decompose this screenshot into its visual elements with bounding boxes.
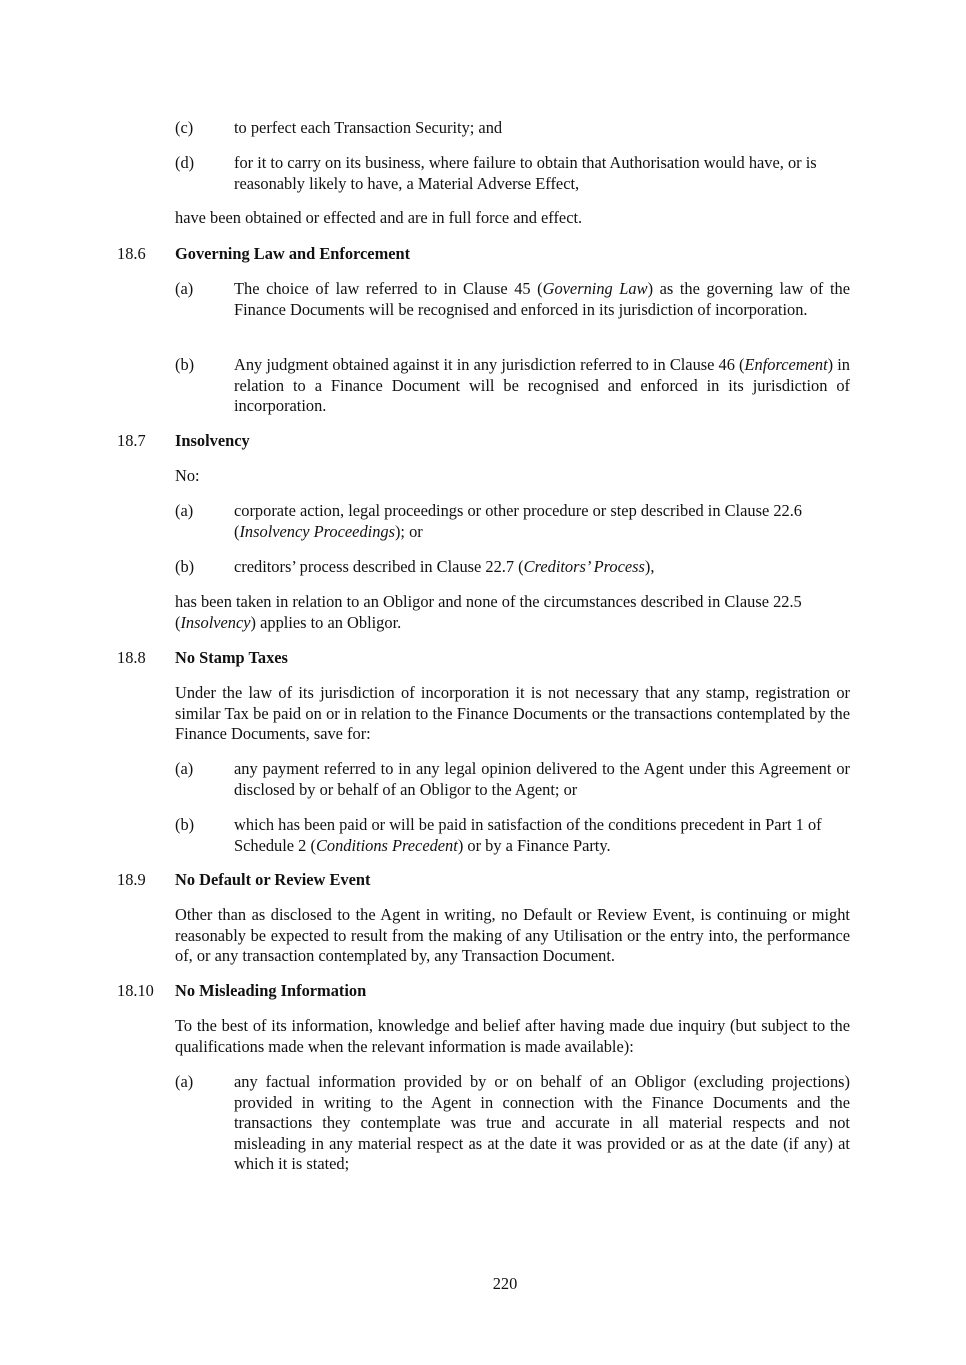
list-item <box>175 153 850 194</box>
text-run: creditors’ process described in Clause 22.7 ( <box>234 557 524 576</box>
text-run: ) applies to an Obligor. <box>250 612 402 632</box>
list-item <box>175 355 850 417</box>
section-number: 18.8 <box>117 648 146 667</box>
paragraph: Under the law of its jurisdiction of incorporation it is not necessary that any stamp, registration or similar Tax be paid on or in relation to the Finance Documents or the transactions contemplated by the Finance Documents, save for: <box>175 683 850 744</box>
item-text: for it to carry on its business, where failure to obtain that Authorisation would have, or is reasonably likely to have, a Material Adverse Effect, <box>234 153 817 193</box>
text-run: ) as the governing law of the Finance Documents will be recognised and enforced in its jurisdiction of incorporation. <box>234 279 850 319</box>
item-text <box>234 815 850 856</box>
item-label: (d) <box>175 153 195 172</box>
item-label: (a) <box>175 501 194 520</box>
text-run: Any judgment obtained against it in any jurisdiction referred to in Clause 46 ( <box>234 355 745 374</box>
item-text: any factual information provided by or on behalf of an Obligor (excluding projections) provided in writing to the Agent in connection with the Finance Documents and the transactions they contemplate was true and accurate in all material respects and not misleading in any material respect as at the date it was provided or as at the date (if any) at which it is stated; <box>234 1072 850 1174</box>
section-number: 18.9 <box>117 870 146 889</box>
paragraph: Other than as disclosed to the Agent in writing, no Default or Review Event, is continuing or might reasonably be expected to result from the making of any Utilisation or the entry into, the performance of, or any transaction contemplated by, any Transaction Document. <box>175 905 850 966</box>
clause-reference: Enforcement <box>744 355 828 374</box>
section-title: Insolvency <box>175 431 250 450</box>
text-run: has been taken in relation to an Obligor and none of the circumstances described in Clause 22.5 ( <box>175 592 802 632</box>
item-text <box>234 501 850 542</box>
item-label: (b) <box>175 815 195 834</box>
item-text <box>234 279 850 320</box>
text-run: The choice of law referred to in Clause 45 ( <box>234 279 543 298</box>
list-item <box>175 1072 850 1175</box>
list-item <box>175 815 850 856</box>
section-title: Governing Law and Enforcement <box>175 244 411 263</box>
item-text <box>234 355 850 417</box>
item-label: (b) <box>175 355 195 374</box>
text-run: ); or <box>394 521 423 541</box>
text-run: ) or by a Finance Party. <box>457 835 611 855</box>
item-text <box>234 557 850 578</box>
text-run: ), <box>644 557 655 576</box>
paragraph <box>175 592 850 633</box>
item-label: (a) <box>175 1072 194 1091</box>
item-text: any payment referred to in any legal opinion delivered to the Agent under this Agreement or disclosed by or behalf of an Obligor to the Agent; or <box>234 759 850 799</box>
item-label: (c) <box>175 118 194 137</box>
clause-reference: Conditions Precedent <box>315 835 458 855</box>
item-label: (a) <box>175 759 194 778</box>
list-item <box>175 759 850 800</box>
text-run: corporate action, legal proceedings or other procedure or step described in Clause 22.6 ( <box>234 501 802 541</box>
text-run: ) in relation to a Finance Document will be recognised and enforced in its jurisdiction of incorporation. <box>234 355 850 416</box>
paragraph: have been obtained or effected and are in full force and effect. <box>175 208 583 227</box>
clause-reference: Insolvency Proceedings <box>239 521 395 541</box>
clause-reference: Creditors’ Process <box>523 557 645 576</box>
page-number: 220 <box>492 1274 518 1293</box>
item-label: (a) <box>175 279 194 298</box>
list-item <box>175 501 850 542</box>
list-item <box>175 557 850 578</box>
list-item <box>175 118 850 139</box>
section-number: 18.6 <box>117 244 146 263</box>
section-number: 18.7 <box>117 431 146 450</box>
list-item <box>175 279 850 320</box>
paragraph: To the best of its information, knowledge and belief after having made due inquiry (but subject to the qualifications made when the relevant information is made available): <box>175 1016 850 1056</box>
clause-reference: Governing Law <box>542 279 648 298</box>
section-title: No Stamp Taxes <box>175 648 288 667</box>
section-title: No Misleading Information <box>175 981 367 1000</box>
paragraph: No: <box>175 466 200 485</box>
clause-reference: Insolvency <box>180 612 251 632</box>
item-text: to perfect each Transaction Security; and <box>234 118 503 137</box>
text-run: which has been paid or will be paid in satisfaction of the conditions precedent in Part 1 of Schedule 2 ( <box>234 815 822 855</box>
section-number: 18.10 <box>117 981 154 1000</box>
section-title: No Default or Review Event <box>175 870 371 889</box>
item-label: (b) <box>175 557 195 576</box>
